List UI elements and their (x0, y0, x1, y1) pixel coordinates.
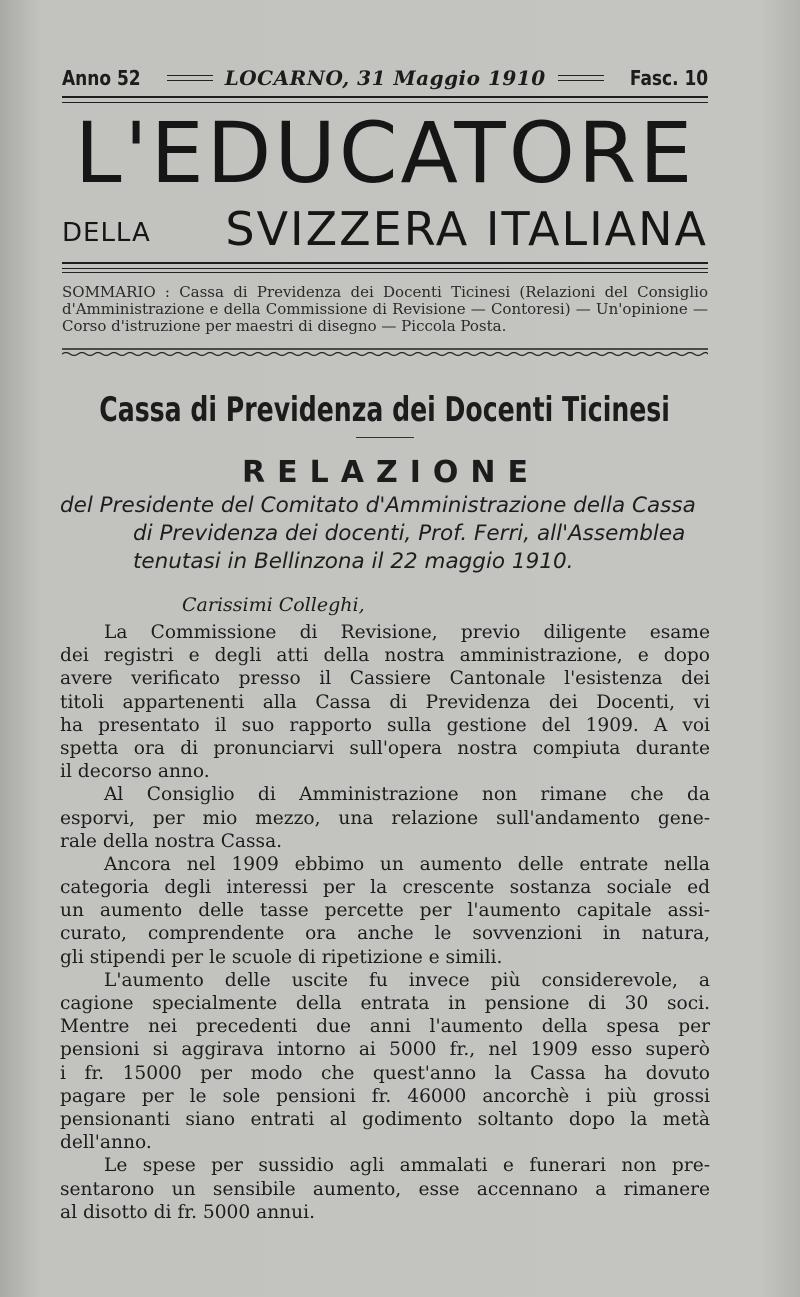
paragraph-line: categoria degli interessi per la crescente sostanza sociale ed (60, 877, 710, 899)
header-rule (62, 96, 708, 103)
paragraph (60, 853, 710, 969)
paragraph (60, 621, 710, 783)
masthead-separator (558, 75, 604, 81)
paragraph-line: spetta ora di pronunciarvi sull'opera nostra compiuta durante (60, 737, 710, 759)
journal-subtitle (62, 200, 708, 256)
heading-subtitle-line: di Previdenza dei docenti, Prof. Ferri, all'Assemblea (133, 521, 686, 546)
title-underline (356, 437, 414, 438)
table-of-contents: SOMMARIO : Cassa di Previdenza dei Docenti Ticinesi (Relazioni del Consiglio d'Amministrazione e della Commissione di Revisione — Contoresi) — Un'opinione — Corso d'istruzione per maestri di disegno — Piccola Posta. (62, 283, 708, 335)
masthead-year: Anno 52 (62, 66, 141, 90)
paragraph-line: ha presentato il suo rapporto sulla gestione del 1909. A voi (60, 714, 710, 736)
paragraph-line: curato, comprendente ora anche le sovvenzioni in natura, (60, 923, 710, 945)
heading-subtitle-line: del Presidente del Comitato d'Amministrazione della Cassa (60, 493, 696, 518)
paragraph-line: Mentre nei precedenti due anni l'aumento della spesa per (60, 1016, 710, 1038)
section-title (62, 384, 708, 436)
paragraph-line: Le spese per sussidio agli ammalati e funerari non pre- (104, 1155, 710, 1177)
paragraph-line: Ancora nel 1909 ebbimo un aumento delle entrate nella (104, 853, 710, 875)
paragraph (60, 783, 710, 853)
paragraph-line: gli stipendi per le scuole di ripetizione e simili. (60, 946, 503, 968)
paragraph (60, 1154, 710, 1224)
paragraph-line: pagare per le sole pensioni fr. 46000 ancorchè i più grossi (60, 1085, 710, 1107)
journal-title: L'EDUCATORE (74, 104, 696, 202)
paragraph-line: La Commissione di Revisione, previo diligente esame (104, 622, 710, 643)
article-body (60, 621, 710, 1224)
paragraph-line: pensionanti siano entrati al godimento soltanto dopo la metà (60, 1108, 710, 1130)
heading-subtitle (60, 492, 710, 576)
salutation: Carissimi Colleghi, (182, 594, 365, 616)
subtitle-rule-thin (62, 272, 708, 273)
paragraph-line: titoli appartenenti alla Cassa di Previdenza dei Docenti, vi (60, 691, 710, 713)
subtitle-svizzera-italiana: SVIZZERA ITALIANA (225, 202, 708, 256)
paragraph-line: rale della nostra Cassa. (60, 830, 283, 852)
paragraph-line: esporvi, per mio mezzo, una relazione sull'andamento gene- (60, 807, 710, 829)
paragraph (60, 969, 710, 1155)
paragraph-line: i fr. 15000 per modo che quest'anno la Cassa ha dovuto (60, 1062, 710, 1084)
paragraph-line: L'aumento delle uscite fu invece più considerevole, a (104, 969, 710, 991)
paragraph-line: il decorso anno. (60, 761, 210, 783)
heading-subtitle-line: tenutasi in Bellinzona il 22 maggio 1910. (133, 549, 574, 574)
paragraph-line: pensioni si aggirava intorno ai 5000 fr., nel 1909 esso superò (60, 1039, 710, 1061)
paragraph-line: un aumento delle tasse percette per l'aumento capitale assi- (60, 900, 710, 922)
masthead-date: LOCARNO, 31 Maggio 1910 (224, 66, 546, 90)
paragraph-line: cagione specialmente della entrata in pensione di 30 soci. (60, 993, 710, 1014)
masthead-fascicle: Fasc. 10 (629, 66, 708, 90)
subtitle-rule (62, 262, 708, 269)
paragraph-line: avere verificato presso il Cassiere Cantonale l'esistenza dei (60, 668, 710, 690)
masthead-separator (167, 75, 213, 81)
wavy-divider (62, 347, 708, 357)
paragraph-line: al disotto di fr. 5000 annui. (60, 1201, 315, 1223)
paragraph-line: Al Consiglio di Amministrazione non rimane che da (104, 784, 710, 806)
masthead (62, 60, 708, 96)
paragraph-line: sentarono un sensibile aumento, esse accennano a rimanere (60, 1178, 710, 1200)
section-title-text: Cassa di Previdenza dei Docenti Ticinesi (99, 390, 671, 430)
paragraph-line: dell'anno. (60, 1132, 152, 1154)
heading-relazione: RELAZIONE (242, 454, 540, 490)
paragraph-line: dei registri e degli atti della nostra amministrazione, e dopo (60, 645, 710, 667)
subtitle-della: DELLA (62, 218, 151, 248)
